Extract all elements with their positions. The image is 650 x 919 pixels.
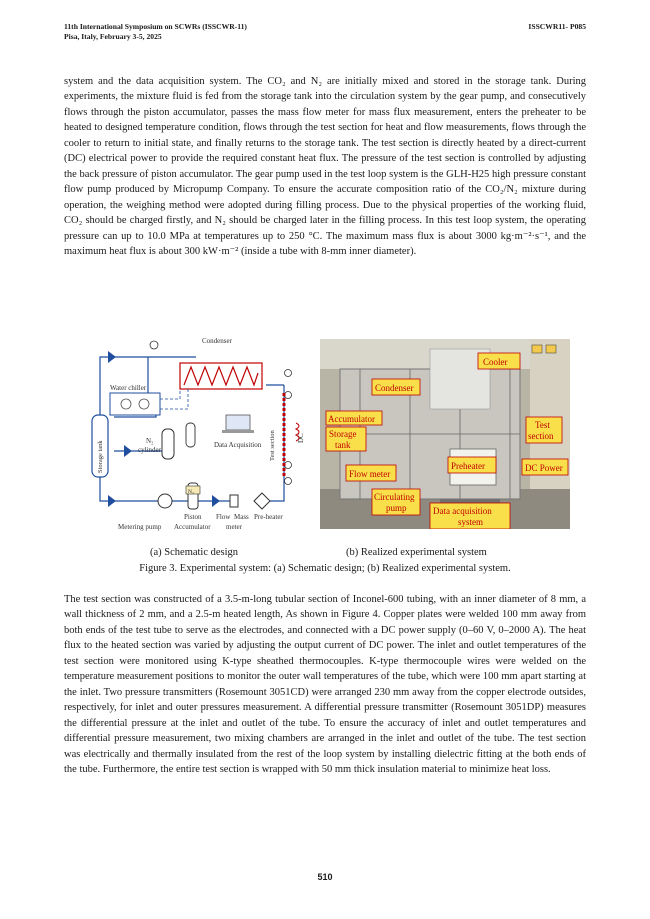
metering-pump-label: Metering pump — [118, 523, 162, 531]
pump-icon — [158, 494, 172, 508]
photo-label-daq — [430, 503, 510, 529]
svg-text:Test: Test — [535, 420, 550, 430]
conference-location: Pisa, Italy, February 3-5, 2025 — [64, 32, 162, 41]
accumulator-label: Accumulator — [174, 523, 211, 531]
n2-cylinder-shape — [162, 429, 174, 459]
paper-id: ISSCWR11- P085 — [528, 22, 586, 31]
svg-text:Circulating: Circulating — [374, 492, 415, 502]
meter-label: meter — [226, 523, 242, 531]
svg-text:Condenser: Condenser — [375, 383, 414, 393]
valve-icon-3 — [108, 495, 116, 507]
preheater-label: Pre-heater — [254, 513, 283, 521]
water-chiller-label: Water chiller — [110, 384, 147, 392]
preheater-shape — [254, 493, 270, 509]
figure-3 — [88, 333, 588, 533]
svg-text:pump: pump — [386, 503, 407, 513]
condenser-label: Condenser — [202, 337, 232, 345]
svg-text:Flow meter: Flow meter — [349, 469, 391, 479]
mass-label: Mass — [234, 513, 249, 521]
water-chiller-box — [110, 393, 160, 415]
paragraph-1: system and the data acquisition system. The CO₂ and N₂ are initially mixed and stored in the storage tank. During experiments, the mixture fluid is fed from the storage tank into the circulation system by the gear pump, and consecutively flows through the piston accumulator, passes the mass flow meter for mass flux measurement, enters the preheater to be heated to designed temperature condition, flows through the test section for heat and flow measurements, flows through the cooler to return to initial state, and finally returns to the storage tank. The test section is directly heated by a direct-current (DC) electrical power to provide the required constant heat flux. The pressure of the test section is controlled by adjusting the back pressure of piston accumulator. The gear pump used in the test loop system is the GLH-H25 high pressure constant flow pump produced by Micropump Company. To ensure the accurate composition ratio of the CO₂/N₂ mixture during operation, the weighing method were adopted during filling process. Due to the physical properties of the working fluid, CO₂ should be charged firstly, and N₂ should be charged later in the filling process. In this test loop system, the operating pressure can up to 10.0 MPa at temperatures up to 250 °C. The maximum mass flux is about 3000 kg·m⁻²·s⁻¹, and the maximum heat flux is about 300 kW·m⁻² (inside a tube with 8-mm inner diameter). — [64, 76, 586, 257]
realized-system-photo — [320, 339, 570, 529]
pressure-gauge-icon-3 — [285, 392, 292, 399]
header-left — [64, 22, 247, 42]
photo-label-test-section — [526, 417, 562, 443]
svg-text:Cooler: Cooler — [483, 357, 508, 367]
flow-meter-shape — [230, 495, 238, 507]
valve-icon — [108, 351, 116, 363]
piston-label: Piston — [184, 513, 202, 521]
data-acquisition-label: Data Acquisition — [214, 441, 262, 449]
condenser-box — [180, 363, 262, 389]
svg-text:Accumulator: Accumulator — [328, 414, 375, 424]
svg-text:DC Power: DC Power — [525, 463, 563, 473]
subcaption-b: (b) Realized experimental system — [346, 547, 487, 558]
page-number: 510 — [317, 872, 333, 882]
photo-label-dc-power — [522, 459, 568, 475]
photo-label-circulating-pump — [372, 489, 420, 515]
photo-label-cooler — [478, 353, 520, 369]
paragraph-2: The test section was constructed of a 3.5-m-long tubular section of Inconel-600 tubing, with an inner diameter of 8 mm, a wall thickness of 2 mm, and a 2.5-m heated length, As shown in Figure 4. Copper plates were welded 100 mm away from both ends of the test tube to serve as the electrodes, and connected with a DC power supply (0–60 V, 0–2000 A). The heat flux to the heated section was varied by adjusting the output current of DC power. The inlet and outlet temperatures of the test section were monitored using K-type sheathed thermocouples. K-type thermocouple wires were welded on the temperature measurement positions to monitor the outer wall temperatures of the tube, which were 100 mm apart starting at the inlet. Two pressure transmitters (Rosemount 3051CD) were arranged 230 mm away from the copper electrode outsides, respectively, for inlet and outer pressures measurement. A differential pressure transmitter (Rosemount 3051DP) measures the differential pressure at the inlet and outlet of the tube. To ensure the accuracy of inlet and outlet temperatures and differential pressure measurement, two mixing chambers are arranged in the inlet and outlet of the tube. The test section was electrically and thermally insulated from the rest of the loop system by installing dielectric fitting at the both ends of the tube. Furthermore, the entire test section is wrapped with 50 mm thick insulation material to minimize heat loss. — [64, 594, 586, 775]
pressure-gauge-icon — [150, 341, 158, 349]
photo-label-condenser — [372, 379, 420, 395]
svg-text:tank: tank — [335, 440, 351, 450]
laptop-base — [222, 430, 254, 433]
valve-icon-4 — [212, 495, 220, 507]
small-cylinder-shape — [186, 423, 195, 447]
photo-label-flow-meter — [346, 465, 396, 481]
photo-label-storage-tank — [326, 427, 366, 451]
schematic-diagram — [88, 333, 316, 533]
test-section-label: Test section — [269, 430, 276, 461]
subcaption-a: (a) Schematic design — [150, 547, 239, 558]
photo-label-preheater — [448, 457, 496, 473]
svg-text:system: system — [458, 517, 484, 527]
conference-name: 11th International Symposium on SCWRs (ISSCWR-11) — [64, 22, 247, 31]
photo-label-accumulator — [326, 411, 382, 425]
n2-cylinder-label: N₂ — [146, 437, 154, 445]
n2-small-label: N₂ — [188, 489, 194, 495]
svg-text:Preheater: Preheater — [451, 461, 485, 471]
dc-label: DC — [297, 433, 305, 443]
svg-text:Data acquisition: Data acquisition — [433, 506, 492, 516]
storage-tank-label: Storage tank — [97, 440, 104, 473]
laptop-icon — [226, 415, 250, 430]
pressure-gauge-icon-2 — [285, 370, 292, 377]
svg-text:section: section — [528, 431, 554, 441]
pressure-gauge-icon-4 — [285, 462, 292, 469]
figure-caption: Figure 3. Experimental system: (a) Schematic design; (b) Realized experimental system. — [139, 563, 511, 574]
svg-text:Storage: Storage — [329, 429, 357, 439]
flow-label: Flow — [216, 513, 231, 521]
pressure-gauge-icon-5 — [285, 478, 292, 485]
valve-icon-2 — [124, 445, 132, 457]
n2-cylinder-label-2: cylinder — [138, 446, 161, 454]
